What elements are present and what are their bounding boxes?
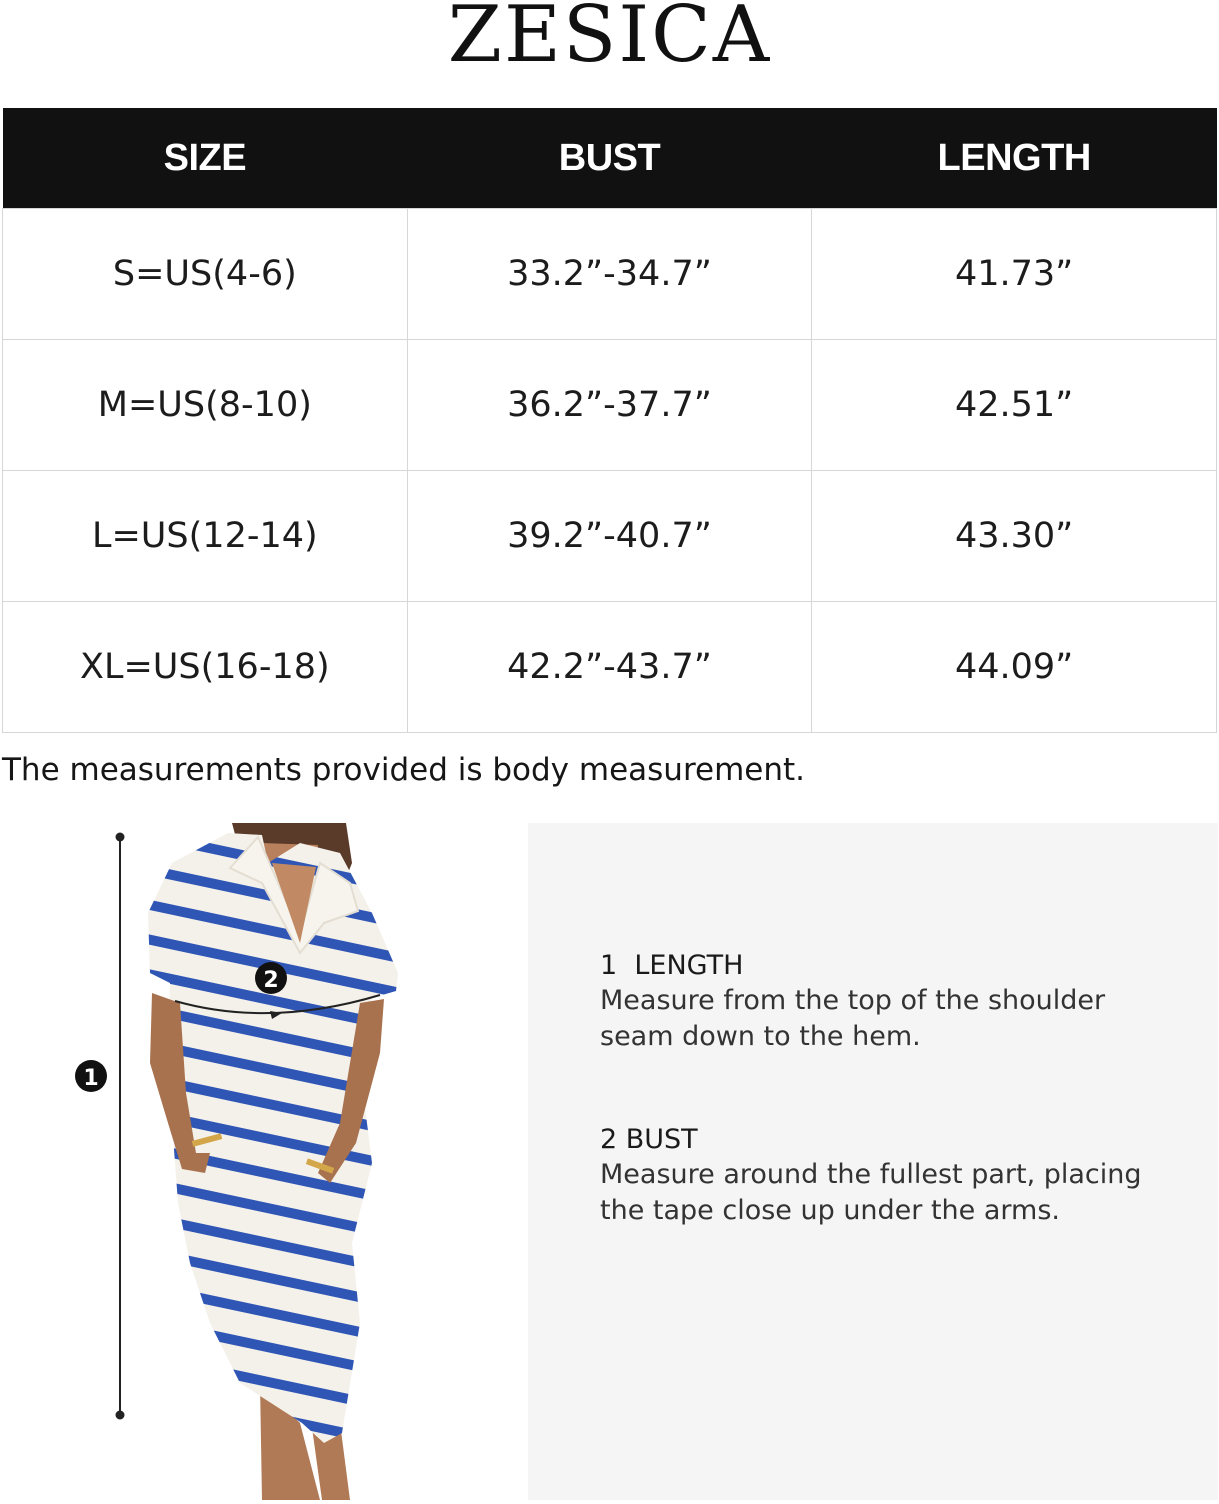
marker-length-label: 1 (83, 1066, 99, 1091)
table-row (3, 602, 1217, 733)
cell-length: 44.09” (812, 602, 1217, 733)
bust-guide (600, 1123, 1210, 1229)
table-row (3, 471, 1217, 602)
header-bust: BUST (407, 108, 812, 209)
table-row (3, 209, 1217, 340)
cell-length: 43.30” (812, 471, 1217, 602)
brand-logo: ZESICA (447, 0, 772, 80)
cell-size: M=US(8-10) (3, 340, 408, 471)
cell-size: XL=US(16-18) (3, 602, 408, 733)
length-text-line-2: seam down to the hem. (600, 1021, 921, 1052)
bust-title: 2 BUST (600, 1124, 698, 1155)
bust-text-line-1: Measure around the fullest part, placing (600, 1159, 1142, 1190)
cell-bust: 39.2”-40.7” (407, 471, 812, 602)
cell-bust: 42.2”-43.7” (407, 602, 812, 733)
table-row (3, 340, 1217, 471)
measurement-guide-panel (528, 823, 1218, 1500)
measurement-note: The measurements provided is body measurement. (2, 752, 806, 788)
cell-bust: 36.2”-37.7” (407, 340, 812, 471)
cell-length: 41.73” (812, 209, 1217, 340)
model-photo (0, 823, 528, 1500)
header-size: SIZE (3, 108, 408, 209)
marker-bust-label: 2 (263, 968, 279, 993)
cell-size: L=US(12-14) (3, 471, 408, 602)
cell-length: 42.51” (812, 340, 1217, 471)
length-text-line-1: Measure from the top of the shoulder (600, 985, 1106, 1016)
size-chart-table (2, 108, 1217, 733)
length-guide (600, 949, 1210, 1055)
bust-text-line-2: the tape close up under the arms. (600, 1195, 1060, 1226)
dress-illustration (0, 823, 528, 1500)
length-title: 1 LENGTH (600, 950, 744, 981)
table-header-row (3, 108, 1217, 209)
header-length: LENGTH (812, 108, 1217, 209)
cell-bust: 33.2”-34.7” (407, 209, 812, 340)
cell-size: S=US(4-6) (3, 209, 408, 340)
